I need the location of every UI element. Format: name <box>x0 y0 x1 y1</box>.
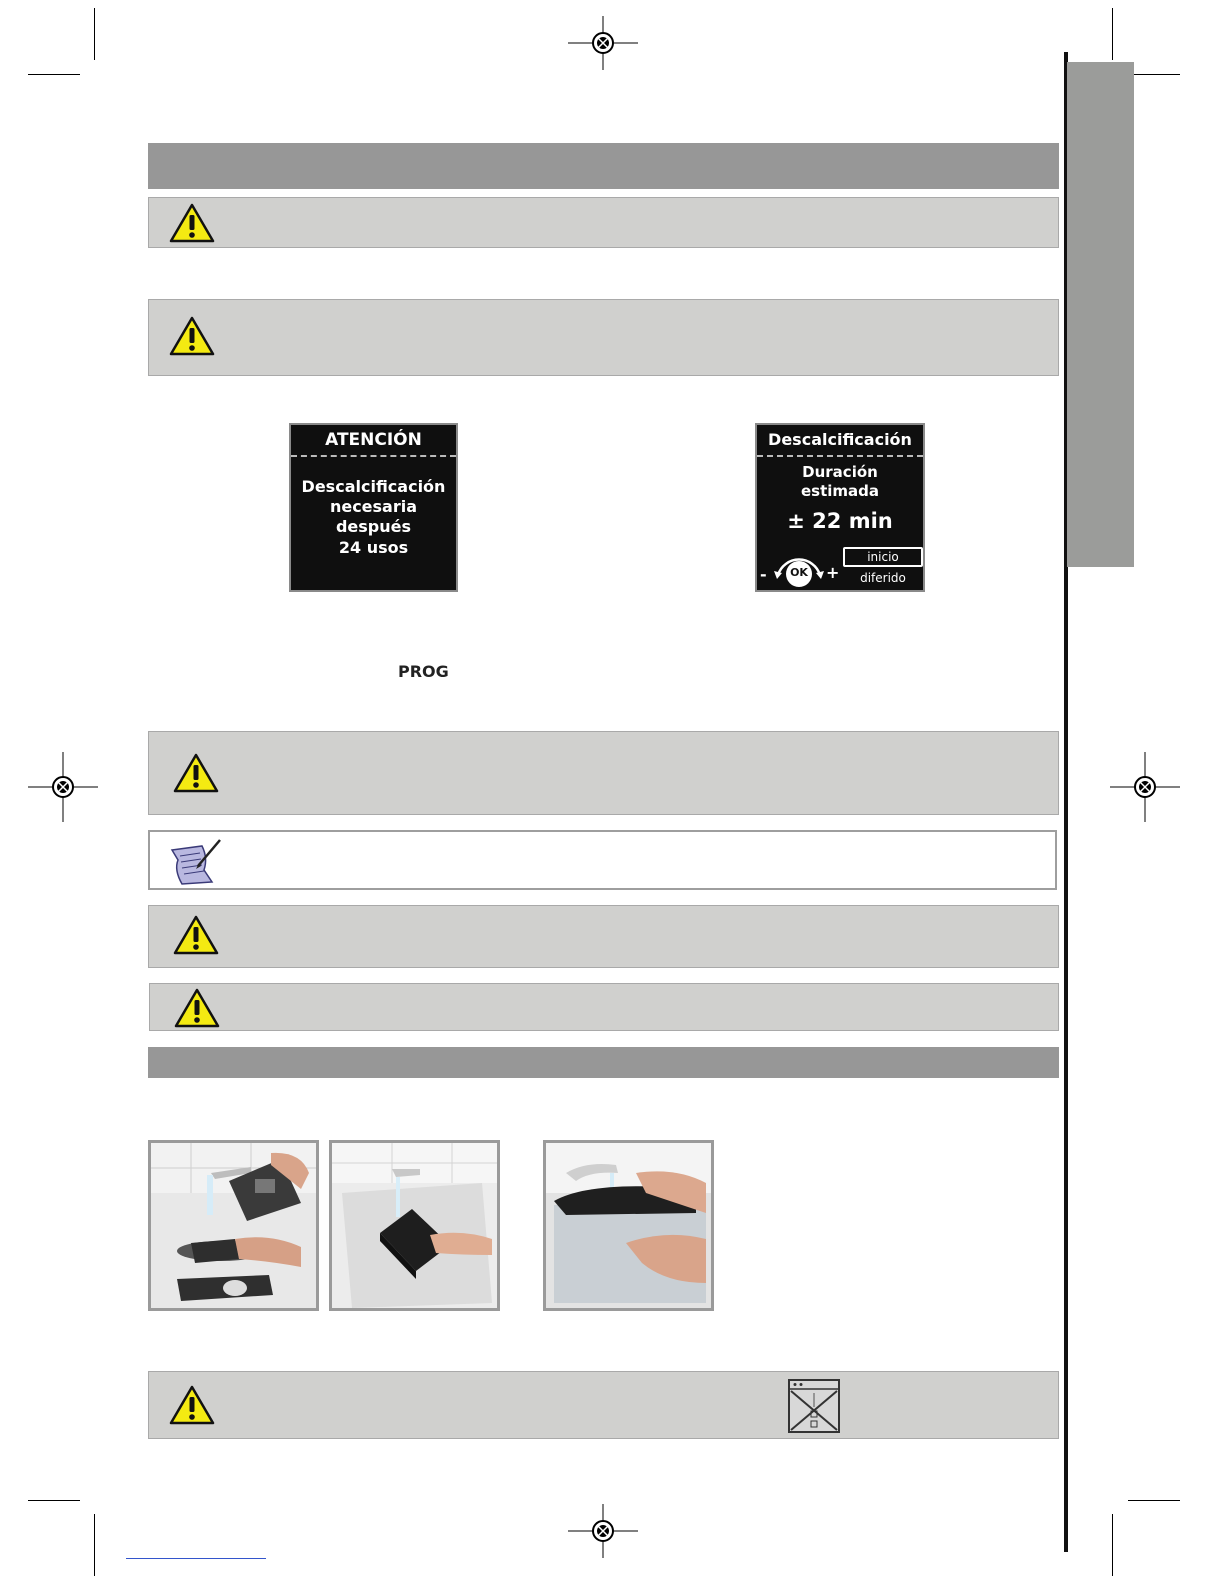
warning-triangle-icon <box>173 914 219 956</box>
warning-box <box>148 905 1059 968</box>
warning-triangle-icon <box>169 315 215 357</box>
crop-mark <box>94 8 95 60</box>
prog-button-label: PROG <box>398 662 449 681</box>
registration-mark-icon <box>568 8 638 78</box>
warning-box <box>148 197 1059 248</box>
screen-text-line: Descalcificación <box>301 477 446 496</box>
minus-sign: - <box>760 565 767 584</box>
screen-text-line: necesaria <box>329 497 418 516</box>
warning-triangle-icon <box>169 1384 215 1426</box>
screen-title: ATENCIÓN <box>291 425 456 457</box>
crop-mark <box>1128 74 1180 75</box>
display-screen-attention <box>289 423 458 592</box>
warning-box <box>148 1371 1059 1439</box>
screen-text-line: estimada <box>800 482 880 500</box>
note-box <box>148 830 1057 890</box>
crop-mark <box>1128 1500 1180 1501</box>
warning-box <box>148 731 1059 815</box>
ok-button-label: OK <box>790 566 808 579</box>
display-screen-descaling <box>755 423 925 592</box>
footer-link-underline <box>126 1558 266 1559</box>
section-header-bar <box>148 143 1059 189</box>
note-pencil-icon <box>168 836 224 886</box>
estimated-duration: ± 22 min <box>787 509 893 533</box>
warning-box <box>149 983 1059 1031</box>
screen-text-line: Duración <box>802 463 878 481</box>
warning-triangle-icon <box>174 987 220 1029</box>
registration-mark-icon <box>1110 752 1180 822</box>
section-header-bar <box>148 1047 1059 1078</box>
crop-mark <box>1112 8 1113 60</box>
crop-mark <box>28 74 80 75</box>
screen-title: Descalcificación <box>757 425 923 457</box>
screen-text-line: 24 usos <box>338 538 409 557</box>
photo-rinse-container <box>329 1140 500 1311</box>
delayed-start-box: inicio <box>843 547 923 567</box>
screen-text-line: después <box>335 517 412 536</box>
no-dishwasher-icon <box>786 1377 842 1435</box>
plus-sign: + <box>826 563 840 582</box>
photo-rinse-filter-parts <box>148 1140 319 1311</box>
registration-mark-icon <box>568 1496 638 1566</box>
crop-mark <box>28 1500 80 1501</box>
crop-mark <box>1112 1514 1113 1576</box>
registration-mark-icon <box>28 752 98 822</box>
delayed-start-text: diferido <box>860 571 906 585</box>
photo-rinse-lid <box>543 1140 714 1311</box>
warning-box <box>148 299 1059 376</box>
crop-mark <box>94 1514 95 1576</box>
warning-triangle-icon <box>173 752 219 794</box>
chapter-side-tab <box>1067 62 1134 567</box>
warning-triangle-icon <box>169 202 215 244</box>
